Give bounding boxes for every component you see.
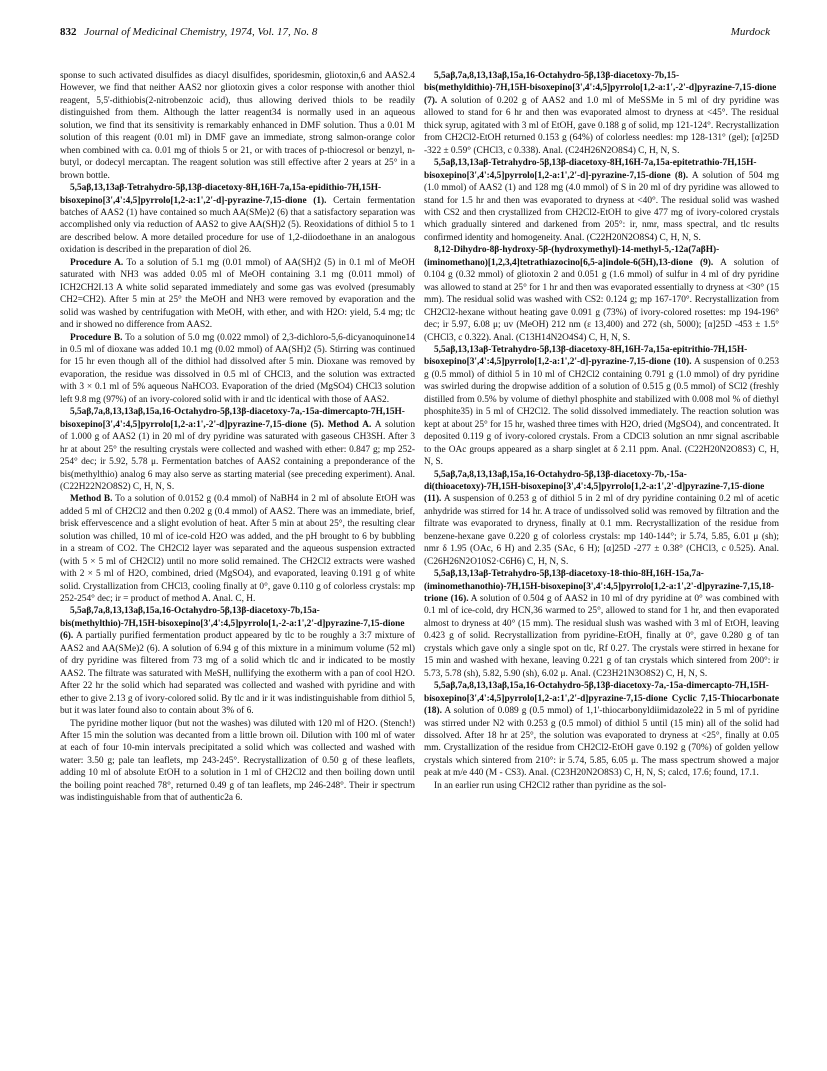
paragraph [60, 605, 415, 717]
paragraph-body: A solution of 1.000 g of AAS2 (1) in 20 ml of dry pyridine was saturated with gaseous CH3SH. After 3 hr at about 25° the resulting crystals were collected and washed with ether: 0.847 g; mp 252-254° dec; ir 5.92, 5.78 μ. Fermentation batches of AAS2 containing a preponderance of the bis(methylthio) analog 6 may also serve as starting material (see preceding experiment). Anal. (C22H22N2O8S2) C, H, N, S. [60, 419, 415, 492]
paragraph-body: A solution of 0.202 g of AAS2 and 1.0 ml of MeSSMe in 5 ml of dry pyridine was allowed to stand for 6 hr and then was evaporated almost to dryness at <45°. The residual thick syrup, agitated with 3 ml of EtOH, gave 0.188 g of solid, mp 121-124°. Recrystallization from CH2Cl2-EtOH returned 0.153 g (64%) of colorless needles: mp 128-131° (gel); [α]25D -322 ± 0.59° (CHCl3, c 0.338). Anal. (C24H26N2O8S4) C, H, N, S. [424, 95, 779, 156]
paragraph [60, 718, 415, 805]
paragraph-body: To a solution of 0.0152 g (0.4 mmol) of NaBH4 in 2 ml of absolute EtOH was added 5 ml of CH2Cl2 and then 0.202 g (0.4 mmol) of AAS2. There was an immediate, brief, brisk effervescence and a slight evolution of heat. After 5 min at about 25°, the resulting clear solution was chilled, 10 ml of ice-cold H2O was added, and the pH brought to 6 by bubbling in a stream of CO2. The CH2Cl2 layer was separated and the aqueous suspension extracted (with 5 × 5 ml of CH2Cl2) until no more solid remained. The CH2Cl2 extracts were washed with 2 × 5 ml of H2O, combined, dried (MgSO4), and evaporated, leaving 0.191 g of white solid. Crystallization from CHCl3, cooling finally at 0°, gave 0.110 g of colorless crystals: mp 252-254° dec; ir = product of method A. Anal. C, H. [60, 494, 415, 605]
left-column [60, 70, 415, 1055]
paragraph [424, 680, 779, 780]
compound-heading: Procedure A. [70, 257, 124, 268]
paragraph-body: A solution of 0.104 g (0.32 mmol) of gliotoxin 2 and 0.051 g (1.6 mmol) of sulfur in 4 ml of dry pyridine was allowed to stand at 25° for 1 hr and then was evaporated essentially to dryness at <30° (15 mm). The residual solid was washed with CS2: 0.124 g; mp 167-170°. Recrystallization from CH2Cl2-hexane without heating gave 0.091 g (73%) of ivory-colored rosettes: mp 194-196° dec; ir 5.97, 6.08 μ; uv (MeOH) 212 nm (ε 13,400) and 272 (sh, 5000); [α]25D -453 ± 1.5° (CHCl3, c 0.322). Anal. (C13H14N2O4S4) C, H, N, S. [424, 257, 779, 343]
paragraph [60, 332, 415, 407]
paragraph-body: A suspension of 0.253 g of dithiol 5 in 2 ml of dry pyridine containing 0.2 ml of acetic anhydride was stirred for 14 hr. A trace of undissolved solid was removed by filtration and the filtrate was evaporated to dryness, finally at 0.1 mm. Recrystallization of the residue from benzene-hexane gave 0.220 g of colorless crystals: mp 140-144°; ir 5.74, 5.85, 6.01 μ (sh); nmr δ 1.95 (OAc, 6 H) and 2.35 (SAc, 6 H); [α]25D -277 ± 0.38° (CHCl3, c 0.525). Anal. (C26H26N2O10S2·C6H6) C, H, N, S. [424, 494, 779, 567]
paragraph [424, 469, 779, 569]
compound-heading: 5,5aβ,7a,8,13,13aβ,15a,16-Octahydro-5β,13β-diacetoxy-7a,-15a-dimercapto-7H,15H-bisoxepino[3',4':4,5]pyrrolo[1,2-a:1',-2'-d]pyrazine-7,15-dione (5). Method A. [60, 407, 405, 430]
compound-heading: 5,5aβ,7a,8,13,13aβ,15a,16-Octahydro-5β,13β-diacetoxy-7a,-15a-dimercapto-7H,15H-bisoxepino[3',4':4,5]pyrrolo[1,2-a:1',2'-d]pyrazine-7,15-dione Cyclic 7,15-Thiocarbonate (18). [424, 681, 779, 717]
paragraph [424, 244, 779, 344]
paragraph-body: A partially purified fermentation product appeared by tlc to be roughly a 3:7 mixture of AAS2 and AA(SMe)2 (6). A solution of 6.94 g of this mixture in a minimum volume (52 ml) of dry pyridine was filtered from 73 mg of a solid which tlc and ir indicated to be mostly AAS2. The filtrate was saturated with MeSH, nullifying the exotherm with a pan of cool H2O. After 22 hr the solid which had separated was collected and washed with pyridine and with ether to give 2.13 g of ivory-colored solid. By tlc and ir it was indistinguishable from dithiol 5, but it was later found also to contain about 3% of 6. [60, 631, 415, 717]
paragraph [424, 568, 779, 680]
paragraph [60, 182, 415, 257]
paragraph [424, 344, 779, 469]
paragraph-body: In an earlier run using CH2Cl2 rather than pyridine as the sol- [434, 780, 667, 791]
compound-heading: 5,5aβ,13,13aβ-Tetrahydro-5β,13β-diacetoxy-18-thio-8H,16H-15a,7a-(iminomethanothio)-7H,15H-bisoxepino[3',4':4,5]pyrrolo[1,2-a:1',2'-d]pyrazine-7,15,18-trione (16). [424, 569, 774, 605]
paragraph-body: The pyridine mother liquor (but not the washes) was diluted with 120 ml of H2O. (Stench!) After 15 min the solution was decanted from a little brown oil. Dilution with 100 ml of water at each of four 10-min intervals precipitated a solid which was collected and washed with water: 3.50 g; pale tan leaflets, mp 243-245°. Recrystallization of 0.50 g of these leaflets, adding 10 ml of absolute EtOH to a solution in 1 ml of CH2Cl2 and then boiling down until the boiling point reached 78°, returned 0.49 g of tan leaflets, mp 246-248°. Their ir spectrum was indistinguishable from that of authentic2a 6. [60, 718, 415, 804]
compound-heading: Procedure B. [70, 332, 123, 343]
compound-heading: 5,5aβ,13,13aβ-Tetrahydro-5β,13β-diacetoxy-8H,16H-7a,15a-epitrithio-7H,15H-bisoxepino[3',4':4,5]pyrrolo[1,2-a:1',2'-d]-pyrazine-7,15-dione (10). [424, 344, 748, 368]
running-author: Murdock [730, 26, 770, 38]
paragraph-body: A solution of 504 mg (1.0 mmol) of AAS2 (1) and 128 mg (4.0 mmol) of S in 20 ml of dry pyridine was allowed to stand for 1.5 hr and then was evaporated to dryness at <40°. The residual solid was washed with CS2 and then crystallized from CH2Cl2-EtOH to give 477 mg of ivory-colored crystals which gradually sintered and darkened from 205°: ir, nmr, mass spectral, and tlc results confirmed identity and homogeneity. Anal. (C22H20N2O8S4) C, H, N, S. [424, 170, 779, 243]
compound-heading: 5,5aβ,13,13aβ-Tetrahydro-5β,13β-diacetoxy-8H,16H-7a,15a-epitetrathio-7H,15H-bisoxepino[3',4':4,5]pyrrolo[1,2-a:1',2'-d]-pyrazine-7,15-dione (8). [424, 158, 757, 181]
journal-citation: Journal of Medicinal Chemistry, 1974, Vol. 17, No. 8 [84, 26, 318, 38]
paragraph [424, 70, 779, 157]
paragraph [424, 157, 779, 244]
paragraph [60, 257, 415, 332]
paragraph [60, 406, 415, 493]
paragraph [60, 70, 415, 182]
paragraph-body: A suspension of 0.253 g (0.5 mmol) of dithiol 5 in 10 ml of CH2Cl2 containing 0.791 g (1.0 mmol) of dry pyridine was swirled during the dropwise addition of a solution of 0.515 g (0.5 mmol) of SCl2 (freshly distilled from 0.5% by volume of diethyl phosphite and stabilized with 0.008 mol % of diethyl phosphite35) in 5 ml of CH2Cl2. The solid dissolved immediately. The reaction solution was kept at about 25° for 15 hr, washed three times with H2O, dried (MgSO4), and concentrated. It deposited 0.119 g of ivory-colored crystals. From a CDCl3 solution an nmr signal ascribable to the OAc groups appeared as a sharp singlet at δ 2.11 ppm. Anal. (C22H20N2O8S3) C, H, N, S. [424, 357, 779, 468]
compound-heading: Method B. [70, 494, 113, 505]
compound-heading: 8,12-Dihydro-8β-hydroxy-5β-(hydroxymethyl)-14-methyl-5,-12a(7aβH)-(iminomethano)[1,2,3,4]tetrathiazocino[6,5-a]indole-6(5H),13-dione (9). [424, 245, 720, 268]
compound-heading: 5,5aβ,7a,8,13,13aβ,15a,16-Octahydro-5β,13β-diacetoxy-7b,-15a-di(thioacetoxy)-7H,15H-bisoxepino[3',4':4,5]pyrrolo[1,2-a:1',2'-d]pyrazine-7,15-dione (11). [424, 469, 765, 505]
paragraph [424, 780, 779, 792]
compound-heading: 5,5aβ,7a,8,13,13aβ,15a,16-Octahydro-5β,13β-diacetoxy-7b,15a-bis(methylthio)-7H,15H-bisoxepino[3',4':4,5]pyrrolo[1,-2-a:1',2'-d]pyrazine-7,15-dione (6). [60, 606, 405, 642]
right-column [424, 70, 779, 1055]
paragraph-body: A solution of 0.504 g of AAS2 in 10 ml of dry pyridine at 0° was combined with 0.1 ml of ice-cold, dry HCN,36 warmed to 25°, allowed to stand for 1 hr, and then evaporated almost to dryness at 40° (15 mm). The residual slush was washed with 3 ml of EtOH, leaving 0.423 g of solid. Recrystallization from pyridine-EtOH, finally at 0°, gave 0.280 g of tan crystals which gave only a single spot on tlc, Rf 0.27. The crystals were stirred in hexane for 15 min and washed with hexane, leaving 0.221 g of tan crystals which sintered from 200°: ir 5.73, 5.78 (sh), 5.82, 5.90 (sh), 6.02 μ. Anal. (C23H21N3O8S2) C, H, N, S. [424, 594, 779, 679]
running-header [60, 26, 770, 42]
paragraph-body: To a solution of 5.1 mg (0.01 mmol) of AA(SH)2 (5) in 0.1 ml of MeOH saturated with NH3 was added 0.05 ml of MeOH containing 3.1 mg (0.011 mmol) of ICH2CH2I.13 A white solid separated immediately and some gas was evolved (presumably CH2=CH2). After 5 min at 25° the MeOH and NH3 were removed by evaporation and the solid was washed by centrifugation with MeOH, with ether, and with H2O: yield, 5.4 mg; tlc and ir showed no difference from AAS2. [60, 257, 415, 331]
paragraph-body: A solution of 0.089 g (0.5 mmol) of 1,1'-thiocarbonyldiimidazole22 in 5 ml of pyridine was stirred under N2 with 0.253 g (0.5 mmol) of dithiol 5 until (15 min) all of the solid had dissolved. After 18 hr at 25°, the solution was evaporated to dryness at <25°, finally at 0.05 mm. Crystallization of the residue from CH2Cl2-EtOH gave 0.192 g (70%) of golden yellow crystals which sintered from 210°: ir 5.74, 5.85, 6.05 μ. The mass spectrum showed a major peak at m/e 440 (M - CS3). Anal. (C23H20N2O8S3) C, H, N, S; calcd, 17.6; found, 17.1. [424, 706, 779, 779]
compound-heading: 5,5aβ,13,13aβ-Tetrahydro-5β,13β-diacetoxy-8H,16H-7a,15a-epidithio-7H,15H-bisoxepino[3',4':4,5]pyrrolo[1,2-a:1',2'-d]-pyrazine-7,15-dione (1). [60, 183, 382, 206]
page-number: 832 [60, 26, 77, 38]
compound-heading: 5,5aβ,7a,8,13,13aβ,15a,16-Octahydro-5β,13β-diacetoxy-7b,15-bis(methyldithio)-7H,15H-bisoxepino[3',4':4,5]pyrrolo[1,2-a:1',-2'-d]pyrazine-7,15-dione (7). [424, 71, 777, 106]
paragraph-body: Certain fermentation batches of AAS2 (1) have contained so much AA(SMe)2 (6) that a satisfactory separation was accomplished only via reduction of AAS2 to give AA(SH)2 (5). Reoxidations of dithiol 5 to 1 are described below. A more detailed procedure for use of 1,2-diiodoethane in an analogous oxidation is described in the preparation of diol 26. [60, 195, 415, 256]
paragraph [60, 493, 415, 605]
paragraph-body: To a solution of 5.0 mg (0.022 mmol) of 2,3-dichloro-5,6-dicyanoquinone14 in 0.5 ml of dioxane was added 10.1 mg (0.02 mmol) of AA(SH)2 (5). Stirring was continued for 15 hr even though all of the dithiol had dissolved after 5 min. Dioxane was removed by evaporation, the residue was dissolved in 0.5 ml of CHCl3, and the solution was extracted with 3 × 0.1 ml of 5% aqueous NaHCO3. Evaporation of the dried (MgSO4) CHCl3 solution left 9.8 mg (97%) of an ivory-colored solid with ir and tlc identical with those of AAS2. [60, 332, 415, 405]
paragraph-body: sponse to such activated disulfides as diacyl disulfides, sporidesmin, gliotoxin,6 and AAS2.4 However, we find that neither AAS2 nor gliotoxin gives a color response with another thiol reagent, 5,5'-dithiobis(2-nitrobenzoic acid), thus allowing derived thiols to be readily distinguished from them. Although the latter reagent34 is normally used in an aqueous solution, we find that its sensitivity is remarkably enhanced in DMF solution. Thus a 0.01 M solution of this reagent (0.01 ml) in DMF gave an immediate, strong salmon-orange color when combined with ca. 0.01 mg of thiols 5 or 21, or with traces of p-thiocresol or benzyl, n-butyl, or dodecyl mercaptan. The reagent solution was still effective after 2 years at 25° in a brown bottle. [60, 71, 415, 181]
